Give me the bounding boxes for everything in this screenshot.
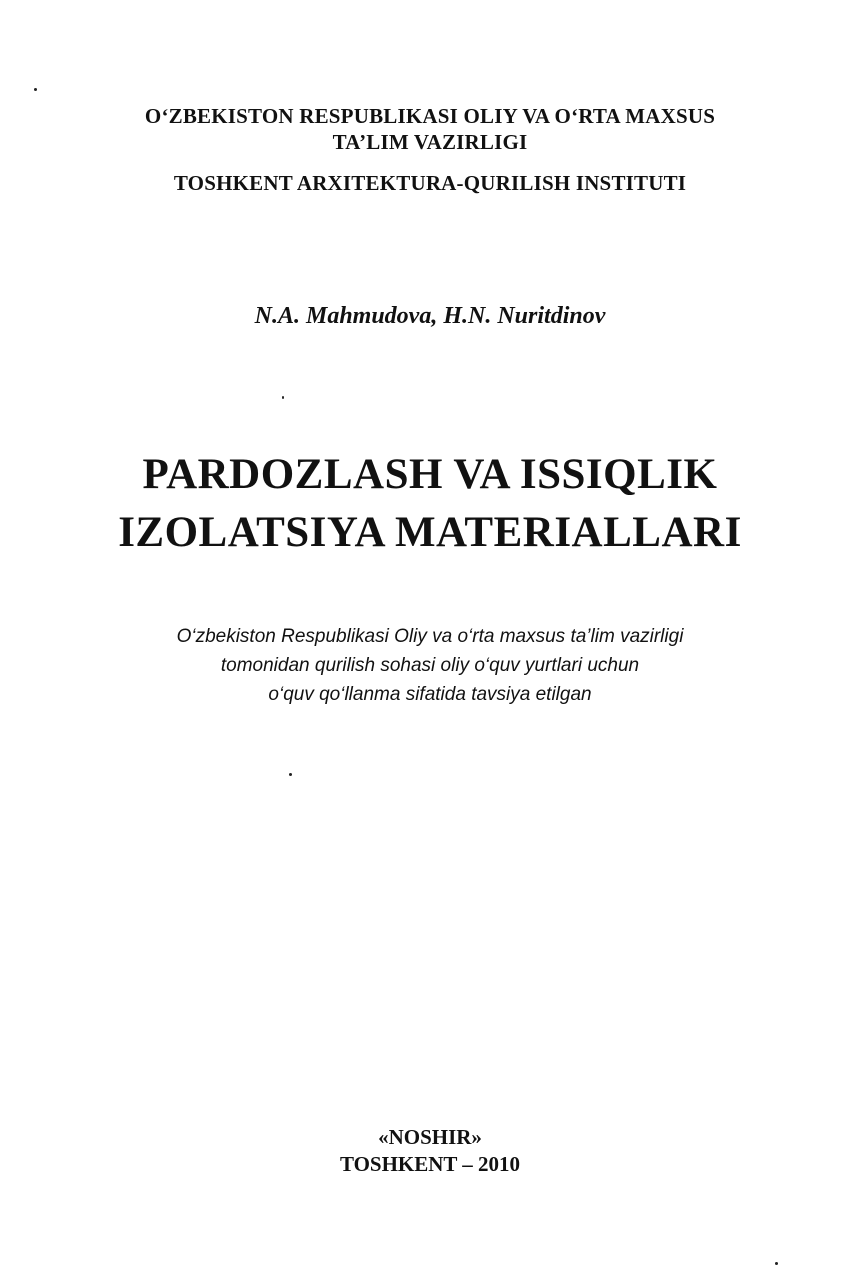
recommendation-line2: tomonidan qurilish sohasi oliy o‘quv yurtlari uchun xyxy=(220,655,640,676)
scan-speck xyxy=(34,88,37,91)
book-title-line2: IZOLATSIYA MATERIALLARI xyxy=(118,509,742,556)
recommendation-line1: O‘zbekiston Respublikasi Oliy va o‘rta maxsus ta’lim vazirligi xyxy=(176,626,684,647)
scan-speck xyxy=(289,773,292,776)
scan-speck xyxy=(775,1262,778,1265)
recommendation-line3: o‘quv qo‘llanma sifatida tavsiya etilgan xyxy=(268,684,592,705)
scan-speck xyxy=(282,396,284,399)
institute-name: TOSHKENT ARXITEKTURA-QURILISH INSTITUTI xyxy=(173,171,687,195)
authors: N.A. Mahmudova, H.N. Nuritdinov xyxy=(254,303,606,329)
ministry-name-line1: O‘ZBEKISTON RESPUBLIKASI OLIY VA O‘RTA MAXSUS xyxy=(144,104,716,128)
ministry-name-line2: TA’LIM VAZIRLIGI xyxy=(332,130,528,154)
publisher-name: «NOSHIR» xyxy=(378,1125,482,1149)
publisher-city-year: TOSHKENT – 2010 xyxy=(339,1152,521,1176)
book-title-line1: PARDOZLASH VA ISSIQLIK xyxy=(142,451,718,498)
